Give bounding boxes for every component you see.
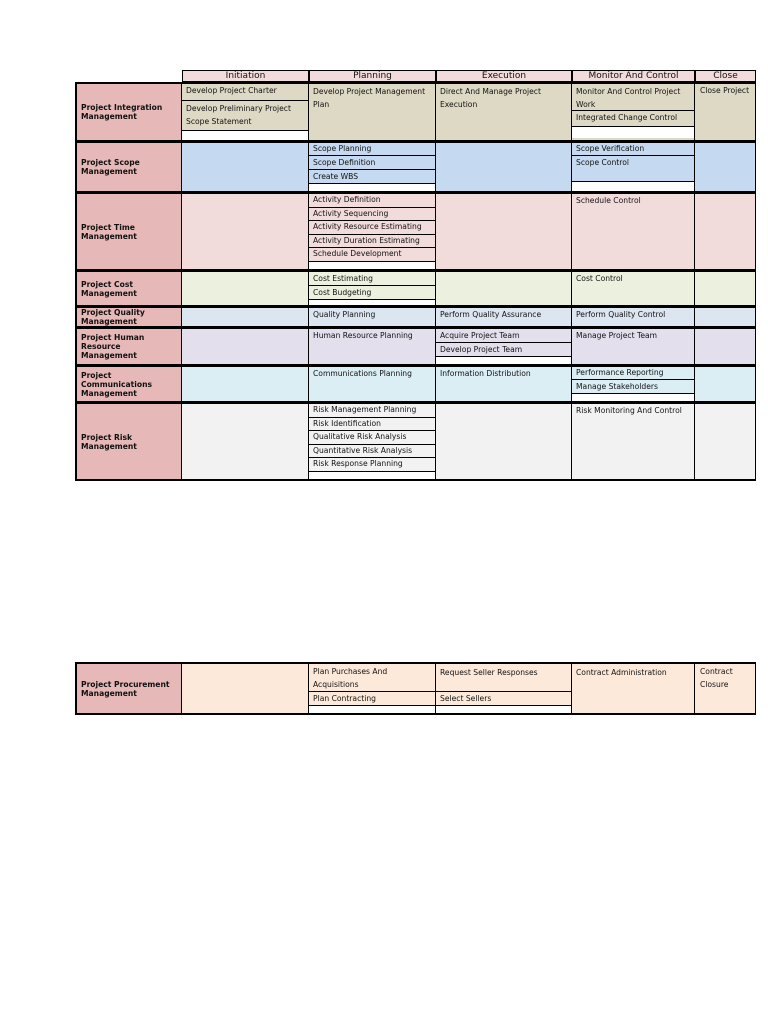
process-item: Risk Monitoring And Control [576, 406, 682, 415]
row-header-cost [75, 270, 182, 307]
cell-procurement-execution [436, 662, 572, 715]
cell-time-monitor [572, 192, 695, 271]
cell-risk-initiation [182, 402, 309, 481]
row-label: Project Risk Management [81, 432, 137, 451]
process-item: Plan Purchases And Acquisitions [309, 664, 435, 692]
process-item: Contract Closure [700, 667, 733, 689]
process-item: Plan Contracting [309, 692, 435, 706]
cell-risk-close [695, 402, 756, 481]
process-item: Schedule Development [309, 248, 435, 262]
row-label: Project Integration Management [81, 103, 163, 121]
phase-header-close: Close [695, 70, 756, 82]
process-item: Quantitative Risk Analysis [309, 445, 435, 459]
phase-header-initiation: Initiation [182, 70, 309, 82]
cell-scope-monitor [572, 141, 695, 193]
cell-risk-monitor [572, 402, 695, 481]
cell-comm-close [695, 365, 756, 403]
process-item: Select Sellers [436, 692, 571, 706]
process-item: Activity Duration Estimating [309, 235, 435, 249]
row-header-hr [75, 327, 182, 366]
process-item: Communications Planning [313, 369, 412, 378]
row-header-quality [75, 306, 182, 328]
spacer [182, 131, 308, 140]
cell-risk-execution [436, 402, 572, 481]
cell-hr-monitor [572, 327, 695, 366]
row-header-risk [75, 402, 182, 481]
process-item: Perform Quality Control [576, 310, 666, 319]
process-item: Integrated Change Control [572, 111, 694, 127]
row-header-time [75, 192, 182, 271]
process-item: Scope Verification [572, 143, 694, 156]
cell-comm-execution [436, 365, 572, 403]
cell-scope-planning [309, 141, 436, 193]
phase-header-monitor: Monitor And Control [572, 70, 695, 82]
phase-header-planning: Planning [309, 70, 436, 82]
process-item: Risk Management Planning [309, 404, 435, 418]
process-item: Information Distribution [440, 369, 531, 378]
cell-procurement-monitor [572, 662, 695, 715]
row-label: Project Procurement Management [81, 679, 170, 698]
process-item: Qualitative Risk Analysis [309, 431, 435, 445]
process-item: Contract Administration [576, 668, 667, 677]
row-header-integration [75, 82, 182, 142]
process-item: Close Project [700, 86, 750, 95]
cell-comm-planning [309, 365, 436, 403]
cell-cost-execution [436, 270, 572, 307]
row-header-scope [75, 141, 182, 193]
cell-time-planning [309, 192, 436, 271]
row-label: Project Time Management [81, 222, 137, 241]
cell-hr-execution [436, 327, 572, 366]
cell-integration-initiation [182, 82, 309, 142]
process-item: Cost Estimating [309, 272, 435, 286]
process-item: Manage Stakeholders [572, 380, 694, 394]
row-header-procurement [75, 662, 182, 715]
cell-procurement-planning [309, 662, 436, 715]
cell-time-close [695, 192, 756, 271]
cell-time-execution [436, 192, 572, 271]
cell-procurement-close [695, 662, 756, 715]
cell-quality-execution [436, 306, 572, 328]
cell-integration-monitor [572, 82, 695, 142]
process-item: Direct And Manage Project Execution [440, 87, 541, 109]
cell-scope-execution [436, 141, 572, 193]
process-item: Risk Response Planning [309, 458, 435, 472]
cell-comm-monitor [572, 365, 695, 403]
process-item: Activity Definition [309, 194, 435, 208]
row-label: Project Communications Management [81, 370, 153, 398]
cell-cost-planning [309, 270, 436, 307]
process-item: Manage Project Team [576, 331, 658, 340]
cell-scope-initiation [182, 141, 309, 193]
row-label: Project Cost Management [81, 279, 137, 298]
process-item: Monitor And Control Project Work [572, 84, 694, 111]
cell-cost-close [695, 270, 756, 307]
cell-hr-close [695, 327, 756, 366]
spacer [572, 127, 694, 138]
phase-header-execution: Execution [436, 70, 572, 82]
cell-quality-planning [309, 306, 436, 328]
process-item: Scope Planning [309, 143, 435, 156]
process-item: Acquire Project Team [436, 329, 571, 343]
process-item: Request Seller Responses [436, 664, 571, 692]
process-item: Develop Project Team [436, 343, 571, 357]
process-item: Develop Project Charter [182, 84, 308, 101]
process-item: Develop Project Management Plan [313, 87, 426, 109]
row-header-communications [75, 365, 182, 403]
process-item: Quality Planning [313, 310, 376, 319]
cell-procurement-initiation [182, 662, 309, 715]
process-item: Cost Control [576, 274, 623, 283]
process-item: Cost Budgeting [309, 286, 435, 300]
process-item: Schedule Control [576, 196, 641, 205]
process-item: Human Resource Planning [313, 331, 413, 340]
row-label: Project Scope Management [81, 158, 140, 176]
cell-quality-monitor [572, 306, 695, 328]
cell-integration-execution [436, 82, 572, 142]
process-item: Develop Preliminary Project Scope Statement [182, 101, 308, 131]
cell-cost-monitor [572, 270, 695, 307]
process-item: Create WBS [309, 170, 435, 184]
process-item: Activity Sequencing [309, 208, 435, 222]
process-item: Activity Resource Estimating [309, 221, 435, 235]
cell-hr-initiation [182, 327, 309, 366]
cell-integration-planning [309, 82, 436, 142]
process-item: Risk Identification [309, 418, 435, 432]
cell-integration-close [695, 82, 756, 142]
process-item: Scope Control [572, 156, 694, 182]
row-label: Project Quality Management [81, 308, 145, 326]
cell-cost-initiation [182, 270, 309, 307]
cell-scope-close [695, 141, 756, 193]
process-item: Performance Reporting [572, 367, 694, 380]
cell-comm-initiation [182, 365, 309, 403]
cell-risk-planning [309, 402, 436, 481]
cell-quality-initiation [182, 306, 309, 328]
process-item: Perform Quality Assurance [440, 310, 542, 319]
process-item: Scope Definition [309, 156, 435, 170]
cell-quality-close [695, 306, 756, 328]
cell-time-initiation [182, 192, 309, 271]
cell-hr-planning [309, 327, 436, 366]
row-label: Project Human Resource Management [81, 333, 145, 360]
